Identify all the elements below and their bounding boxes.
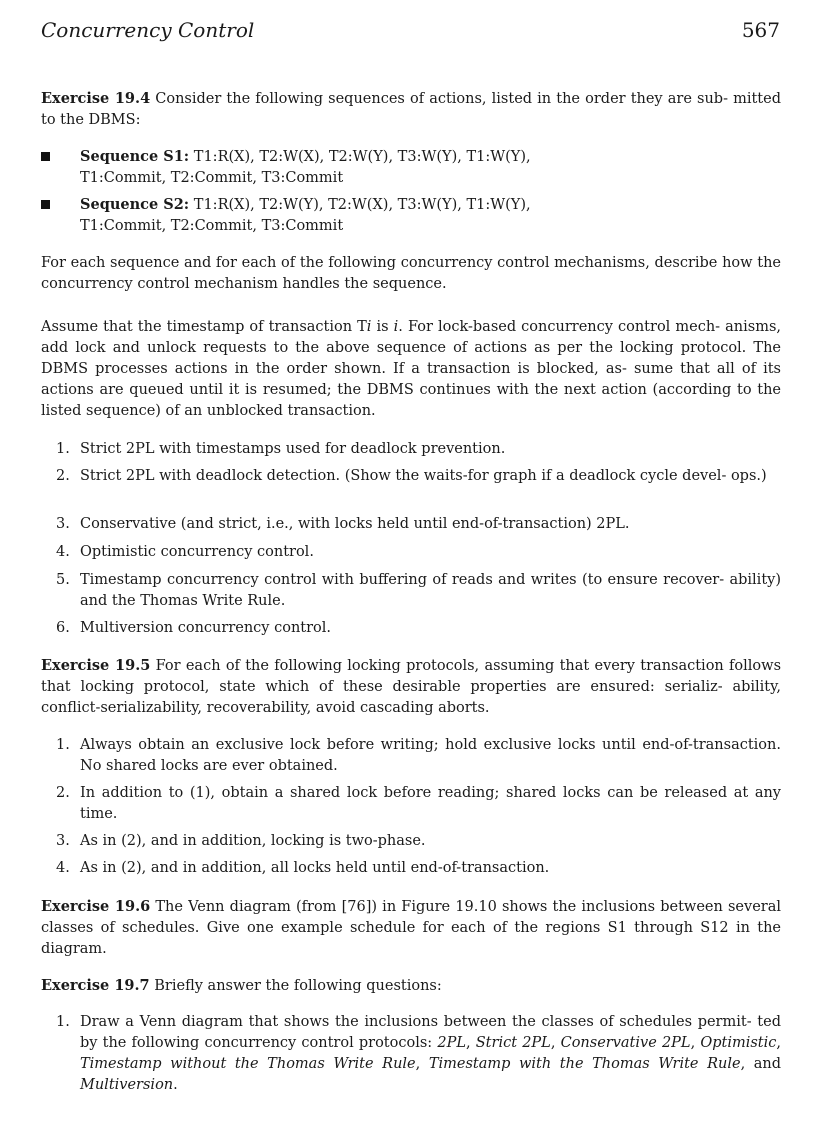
exercise-label: Exercise 19.6	[41, 898, 151, 915]
exercise-19-5-intro: Exercise 19.5 For each of the following locking protocols, assuming that every transaction follows that locking protocol, state which of these desirable properties are ensured: serializ- ability, conflict-serializability, recoverability, avoid cascading aborts.	[41, 657, 782, 716]
chapter-title: Concurrency Control	[41, 18, 255, 42]
page: Concurrency Control 567 Exercise 19.4 Consider the following sequences of actions, listed in the order they are sub- mitted to the DBMS: Sequence S1: T1:R(X), T2:W(X), T2:W(Y), T3:W(Y), T1:W(Y), T1:Commit, T2:Commit, T3:Commit Sequence S2: T1:R(X), T2:W(Y), T2:W(X), T3:W(Y), T1:W(Y), T1:Commit, T2:Commit, T3:Commit For each sequence and for each of the following concurrency control mechanisms, describe how the concurrency control mechanism handles the sequence. Assume that the timestamp of transaction Ti is i. For lock-based concurrency control mech- anisms, add lock and unlock requests to the above sequence of actions as per the locking protocol. The DBMS processes actions in the order shown. If a transaction is blocked, as- sume that all of its actions are queued until it is resumed; the DBMS continues with the next action (according to the listed sequence) of an unblocked transaction. 1. Strict 2PL with timestamps used for deadlock prevention. 2. Strict 2PL with deadlock detection. (Show the waits-for graph if a deadlock cycle devel- ops.) 3. Conservative (and strict, i.e., with locks held until end-of-transaction) 2PL. 4. Optimistic concurrency control. 5. Timestamp concurrency control with buffering of reads and writes (to ensure recover- ability) and the Thomas Write Rule. 6. Multiversion concurrency control. Exercise 19.5 For each of the following locking protocols, assuming that every transaction follows that locking protocol, state which of these desirable properties are ensured: serializ- ability, conflict-serializability, recoverability, avoid cascading aborts. 1. Always obtain an exclusive lock before writing; hold exclusive locks until end-of-transaction. No shared locks are ever obtained. 2. In addition to (1), obtain a shared lock before reading; shared locks can be released at any time. 3. As in (2), and in addition, locking is two-phase. 4. As in (2), and in addition, all locks held until end-of-transaction. Exercise 19.6 The Venn diagram (from [76]) in Figure 19.10 shows the inclusions between several classes of schedules. Give one example schedule for each of the regions S1 through S12 in the diagram. Exercise 19.7 Briefly answer the following questions: 1. Draw a Venn diagram that shows the inclusions between the classes of schedules permit- ted by the following concurrency control protocols: 2PL, Strict 2PL, Conservative 2PL, Optimistic, Timestamp without the Thomas Write Rule, Timestamp with the Thomas Write Rule, and Multiversion.	[41, 18, 782, 1093]
paragraph: For each sequence and for each of the following concurrency control mechanisms, describe how the concurrency control mechanism handles the sequence.	[41, 255, 781, 292]
exercise-label: Exercise 19.5	[41, 657, 151, 674]
exercise-label: Exercise 19.7	[41, 977, 150, 994]
page-number: 567	[741, 18, 780, 42]
running-header	[41, 20, 780, 48]
paragraph: Assume that the timestamp of transaction Ti is i. For lock-based concurrency control mech- anisms, add lock and unlock requests to the above sequence of actions as per the locking protocol. The DBMS processes actions in the order shown. If a transaction is blocked, as- sume that all of its actions are queued until it is resumed; the DBMS continues with the next action (according to the listed sequence) of an unblocked transaction.	[41, 319, 781, 419]
bullet-square-icon	[41, 152, 50, 161]
exercise-label: Exercise 19.4	[41, 90, 151, 107]
exercise-19-6: Exercise 19.6 The Venn diagram (from [76]) in Figure 19.10 shows the inclusions between several classes of schedules. Give one example schedule for each of the regions S1 through S12 in the diagram.	[41, 898, 781, 957]
bullet-square-icon	[41, 200, 50, 209]
exercise-19-7-intro: Exercise 19.7 Briefly answer the following questions:	[41, 977, 442, 994]
exercise-19-4-intro: Exercise 19.4 Consider the following sequences of actions, listed in the order they are sub- mitted to the DBMS:	[41, 90, 781, 128]
